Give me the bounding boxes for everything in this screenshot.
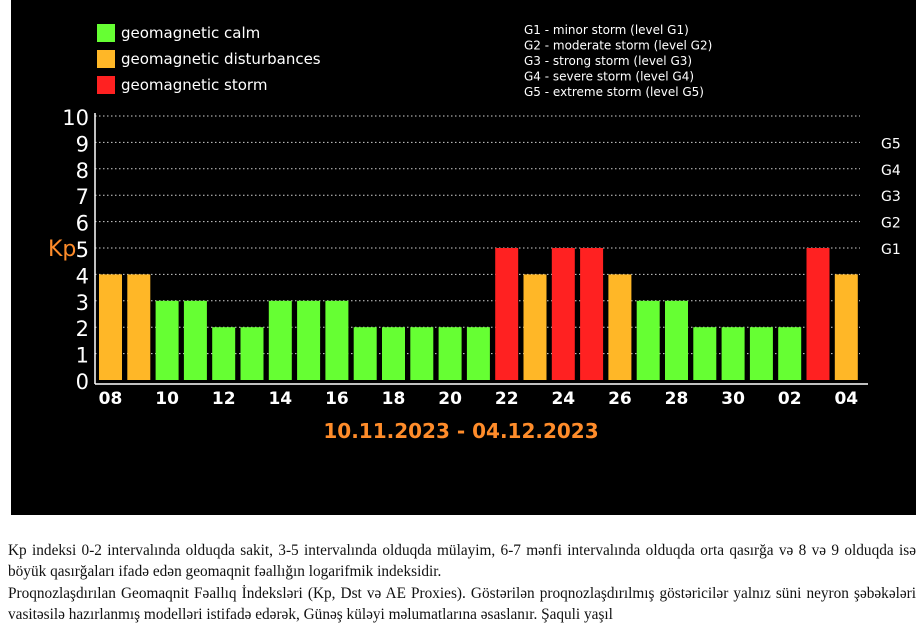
kp-bar	[127, 274, 150, 380]
kp-bar	[269, 301, 292, 380]
x-tick-label: 02	[777, 389, 802, 409]
kp-bar	[580, 248, 603, 380]
caption-text	[8, 540, 916, 625]
y-tick-label: 6	[75, 211, 89, 236]
y-tick-label: 7	[75, 185, 89, 210]
legend-label: geomagnetic disturbances	[121, 50, 321, 68]
g-level-label: G2	[881, 215, 901, 232]
kp-bar	[212, 327, 235, 380]
kp-bar	[297, 301, 320, 380]
kp-bar	[693, 327, 716, 380]
kp-bar	[665, 301, 688, 380]
y-tick-label: 1	[75, 343, 89, 368]
kp-bar	[439, 327, 462, 380]
x-tick-label: 22	[494, 389, 519, 409]
y-tick-label: 2	[75, 317, 89, 342]
x-tick-label: 18	[381, 389, 406, 409]
kp-bar	[524, 274, 547, 380]
kp-bar	[99, 274, 122, 380]
y-tick-label: 5	[75, 238, 89, 262]
y-axis-label: Kp	[48, 237, 77, 262]
x-tick-label: 12	[211, 389, 236, 409]
legend-swatch	[97, 24, 115, 42]
x-tick-label: 08	[98, 389, 123, 409]
legend-label: geomagnetic storm	[121, 76, 268, 94]
storm-level-label: G3 - strong storm (level G3)	[524, 54, 693, 68]
kp-bar	[354, 327, 377, 380]
date-range: 10.11.2023 - 04.12.2023	[323, 419, 599, 443]
y-tick-label: 3	[75, 290, 89, 315]
storm-level-label: G4 - severe storm (level G4)	[524, 69, 695, 84]
kp-bar	[608, 274, 631, 380]
kp-bar	[778, 327, 801, 380]
legend-label: geomagnetic calm	[121, 24, 261, 42]
kp-bar	[750, 327, 773, 380]
x-tick-label: 24	[551, 389, 576, 409]
x-tick-label: 10	[155, 389, 179, 409]
kp-bar	[156, 301, 179, 380]
kp-bar	[184, 301, 207, 380]
y-tick-label: 8	[75, 158, 89, 183]
x-tick-label: 04	[834, 389, 859, 409]
y-tick-label: 0	[75, 370, 89, 394]
y-tick-label: 4	[75, 264, 89, 289]
x-tick-label: 28	[664, 389, 689, 409]
x-tick-label: 20	[438, 389, 462, 409]
kp-bar	[325, 301, 348, 380]
kp-bar	[241, 327, 264, 380]
kp-chart	[11, 0, 916, 515]
g-level-label: G4	[881, 162, 901, 179]
kp-bar	[637, 301, 660, 380]
caption-paragraph-1: Kp indeksi 0-2 intervalında olduqda sakit, 3-5 intervalında olduqda mülayim, 6-7 mənfi intervalında olduqda orta qasırğa və 8 və 9 olduqda isə böyük qasırğaları ifadə edən geomaqnit fəallığın logarifmik indeksidir.	[8, 542, 916, 581]
x-tick-label: 16	[325, 389, 349, 409]
y-tick-label: 10	[62, 106, 89, 130]
kp-bar	[495, 248, 518, 380]
kp-bar	[835, 274, 858, 380]
kp-bar	[467, 327, 490, 380]
legend-swatch	[97, 76, 115, 94]
storm-level-label: G2 - moderate storm (level G2)	[524, 38, 713, 53]
kp-bar	[552, 248, 575, 380]
storm-level-label: G5 - extreme storm (level G5)	[524, 85, 704, 99]
kp-bar	[807, 248, 830, 380]
x-tick-label: 14	[268, 389, 293, 409]
kp-chart-panel	[11, 0, 916, 515]
kp-bar	[410, 327, 433, 380]
g-level-label: G1	[881, 242, 901, 258]
x-tick-label: 26	[608, 389, 632, 409]
caption-paragraph-2: Proqnozlaşdırılan Geomaqnit Fəallıq İndeksləri (Kp, Dst və AE Proxies). Göstərilən proqnozlaşdırılmış göstəricilər yalnız süni neyron şəbəkələri vasitəsilə hazırlanmış modelləri istifadə edərək, Günəş küləyi məlumatlarına əsaslanır. Şaquli yaşıl	[8, 584, 916, 623]
kp-bar	[722, 327, 745, 380]
g-level-label: G5	[881, 136, 901, 153]
y-tick-label: 9	[75, 132, 89, 157]
legend-swatch	[97, 50, 115, 68]
kp-bar	[382, 327, 405, 380]
g-level-label: G3	[881, 189, 901, 206]
storm-level-label: G1 - minor storm (level G1)	[524, 23, 689, 37]
x-tick-label: 30	[721, 389, 745, 409]
